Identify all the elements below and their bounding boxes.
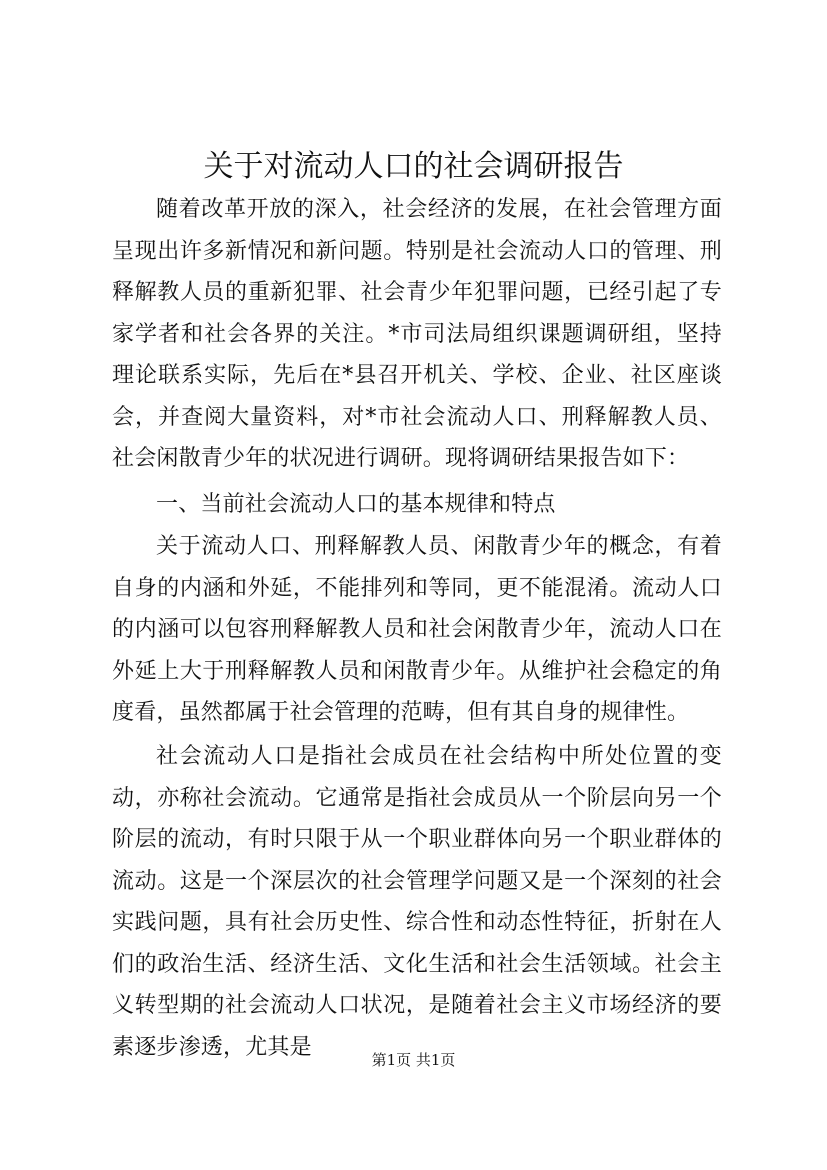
page-footer: 第1页 共1页 — [371, 1051, 456, 1069]
section-heading: 一、当前社会流动人口的基本规律和特点 — [156, 492, 556, 517]
paragraph-social-mobility: 社会流动人口是指社会成员在社会结构中所处位置的变动，亦称社会流动。它通常是指社会成员从一个阶层向另一个阶层的流动，有时只限于从一个职业群体向另一个职业群体的流动。这是一个深层次的社会管理学问题又是一个深刻的社会实践问题，具有社会历史性、综合性和动态性特征，折射在人们的政治生活、经济生活、文化生活和社会生活领域。社会主义转型期的社会流动人口状况，是随着社会主义市场经济的要素逐步渗透，尤其是 — [112, 744, 722, 1060]
paragraph-concepts: 关于流动人口、刑释解教人员、闲散青少年的概念，有着自身的内涵和外延，不能排列和等同，更不能混淆。流动人口的内涵可以包容刑释解教人员和社会闲散青少年，流动人口在外延上大于刑释解教人员和闲散青少年。从维护社会稳定的角度看，虽然都属于社会管理的范畴，但有其自身的规律性。 — [112, 534, 722, 725]
document-title: 关于对流动人口的社会调研报告 — [203, 149, 624, 184]
paragraph-intro: 随着改革开放的深入，社会经济的发展，在社会管理方面呈现出许多新情况和新问题。特别是社会流动人口的管理、刑释解教人员的重新犯罪、社会青少年犯罪问题，已经引起了专家学者和社会各界的关注。*市司法局组织课题调研组，坚持理论联系实际，先后在*县召开机关、学校、企业、社区座谈会，并查阅大量资料，对*市社会流动人口、刑释解教人员、社会闲散青少年的状况进行调研。现将调研结果报告如下： — [112, 197, 722, 471]
